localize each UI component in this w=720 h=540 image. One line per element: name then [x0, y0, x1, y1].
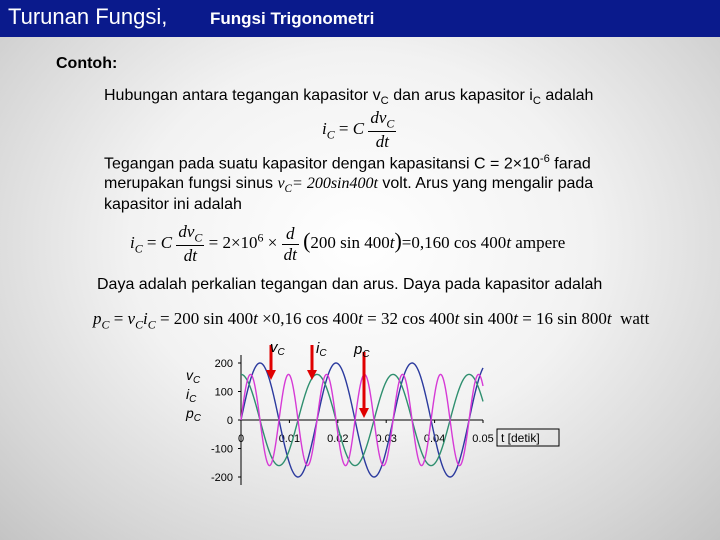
arrow-head-2: [359, 408, 369, 418]
paragraph-4: kapasitor ini adalah: [104, 196, 242, 213]
x-tick-label: 0.04: [423, 433, 446, 445]
x-tick-label: 0.01: [278, 433, 301, 445]
equation-power: $p_C = v_Ci_C = 200$ sin 400t ×0,16 cos 400t = 32 cos 400t sin 400t = 16 sin 800t watt: [93, 309, 650, 332]
paragraph-3: merupakan fungsi sinus $v_C= 200\sin 400t$ volt. Arus yang mengalir pada: [104, 175, 594, 196]
paragraph-1: Hubungan antara tegangan kapasitor $v_C$ dan arus kapasitor $i_C$ adalah: [104, 87, 594, 108]
x-tick-label: 0: [237, 433, 245, 445]
y-axis-label-i: $i_C$: [186, 386, 197, 405]
page-subtitle: Fungsi Trigonometri: [210, 9, 375, 28]
page-title: Turunan Fungsi,: [8, 4, 168, 29]
y-tick-label: -200: [210, 472, 233, 484]
paragraph-5: Daya adalah perkalian tegangan dan arus. Daya pada kapasitor adalah: [97, 276, 603, 293]
x-tick-label: 0.03: [375, 433, 397, 445]
y-tick-label: 100: [214, 386, 233, 399]
x-tick-label: 0.05: [472, 433, 494, 445]
paragraph-2: Tegangan pada suatu kapasitor dengan kapasitansi $C = 2\times 10^{-6}$ farad: [104, 153, 591, 173]
y-tick-label: 0: [226, 415, 233, 427]
equation-capacitor-current: $i_C = C$ $\frac{dv_C}{dt}$: [322, 108, 395, 152]
y-axis-label-v: $v_C$: [186, 367, 201, 386]
x-tick-label: 0.02: [327, 433, 349, 445]
y-axis-label-p: $p_C$: [186, 405, 202, 424]
arrow-label-v: $v_C$: [270, 339, 285, 358]
x-axis-label: t [detik]: [501, 431, 540, 445]
equation-current-result: $i_C = C$ $\frac{dv_C}{dt}$ = $2\times 10^6$ × $\frac{d}{dt}$ (200 sin 400t)=0,160 cos 400t ampere: [130, 222, 566, 266]
example-heading: Contoh:: [56, 55, 118, 72]
y-tick-label: -100: [210, 443, 233, 456]
y-tick-label: 200: [214, 358, 233, 370]
arrow-label-i: $i_C$: [316, 340, 327, 359]
arrow-label-p: $p_C$: [354, 341, 370, 360]
